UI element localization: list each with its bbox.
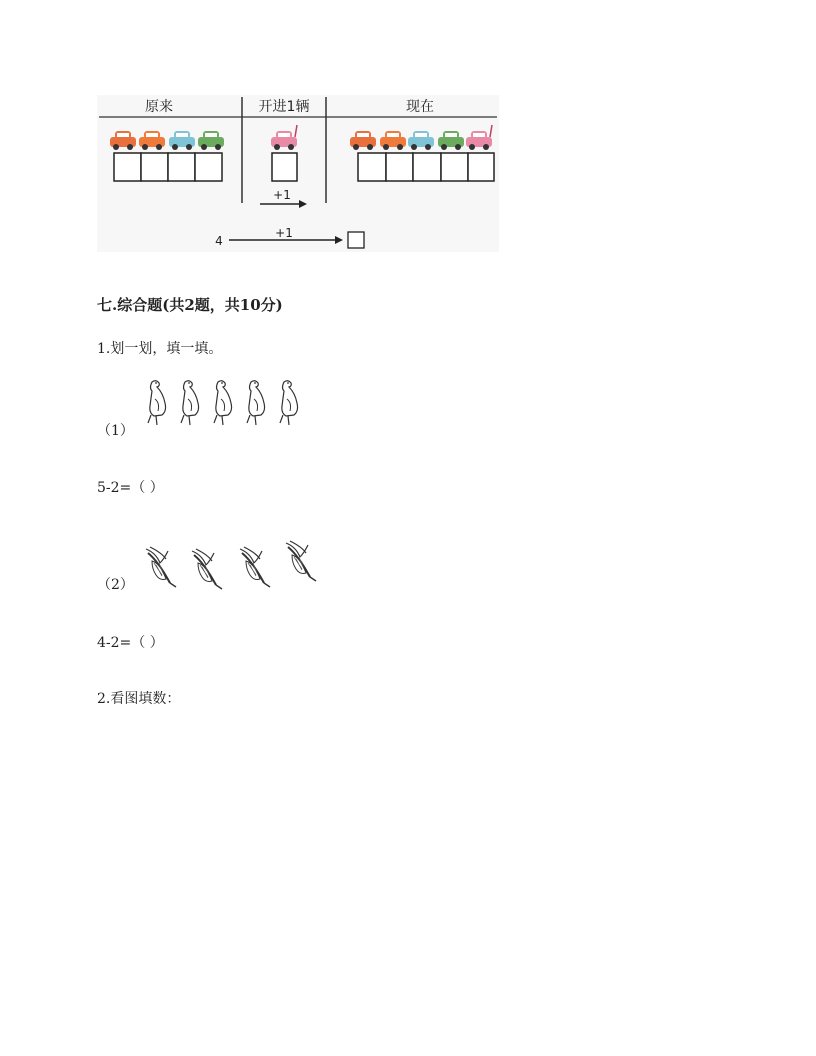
corn-icon [240,547,270,587]
box-row-now [358,153,494,181]
part-2-label: （2） [97,577,134,593]
car-icon [110,131,136,150]
part-2-equation[interactable]: 4-2=（ ） [97,635,164,651]
part-1-equation[interactable]: 5-2=（ ） [97,480,164,496]
car-icon-row-now [350,125,492,150]
header-now: 现在 [406,99,434,115]
box-added [272,153,297,181]
bird-icon [214,381,232,425]
corn-icon [192,549,222,589]
car-icon-added [271,125,297,150]
question-1-prompt: 1.划一划，填一填。 [97,341,223,357]
header-original: 原来 [145,99,173,115]
car-icon [198,131,224,150]
car-icon [350,131,376,150]
corn-icon [146,547,176,587]
bird-icon [148,381,166,425]
part-1-label: （1） [97,423,134,439]
question-2-prompt: 2.看图填数： [97,691,181,707]
plus-one-label-2: +1 [275,226,293,240]
section-title: 七.综合题(共2题，共10分) [97,296,283,314]
start-number: 4 [215,234,223,248]
header-added: 开进1辆 [258,99,310,115]
answer-box[interactable] [348,232,364,248]
bird-row [142,374,317,432]
box-row-original [114,153,222,181]
car-icon [466,125,492,150]
car-icon [139,131,165,150]
bird-icon [280,381,298,425]
car-icon [380,131,406,150]
car-diagram [97,95,499,252]
corn-icon [286,541,316,581]
car-icon [438,131,464,150]
plus-one-label: +1 [273,188,291,202]
car-icon [169,131,195,150]
bird-icon [247,381,265,425]
car-icon-row-original [110,131,224,150]
car-icon [408,131,434,150]
corn-row [140,537,324,591]
bird-icon [181,381,199,425]
